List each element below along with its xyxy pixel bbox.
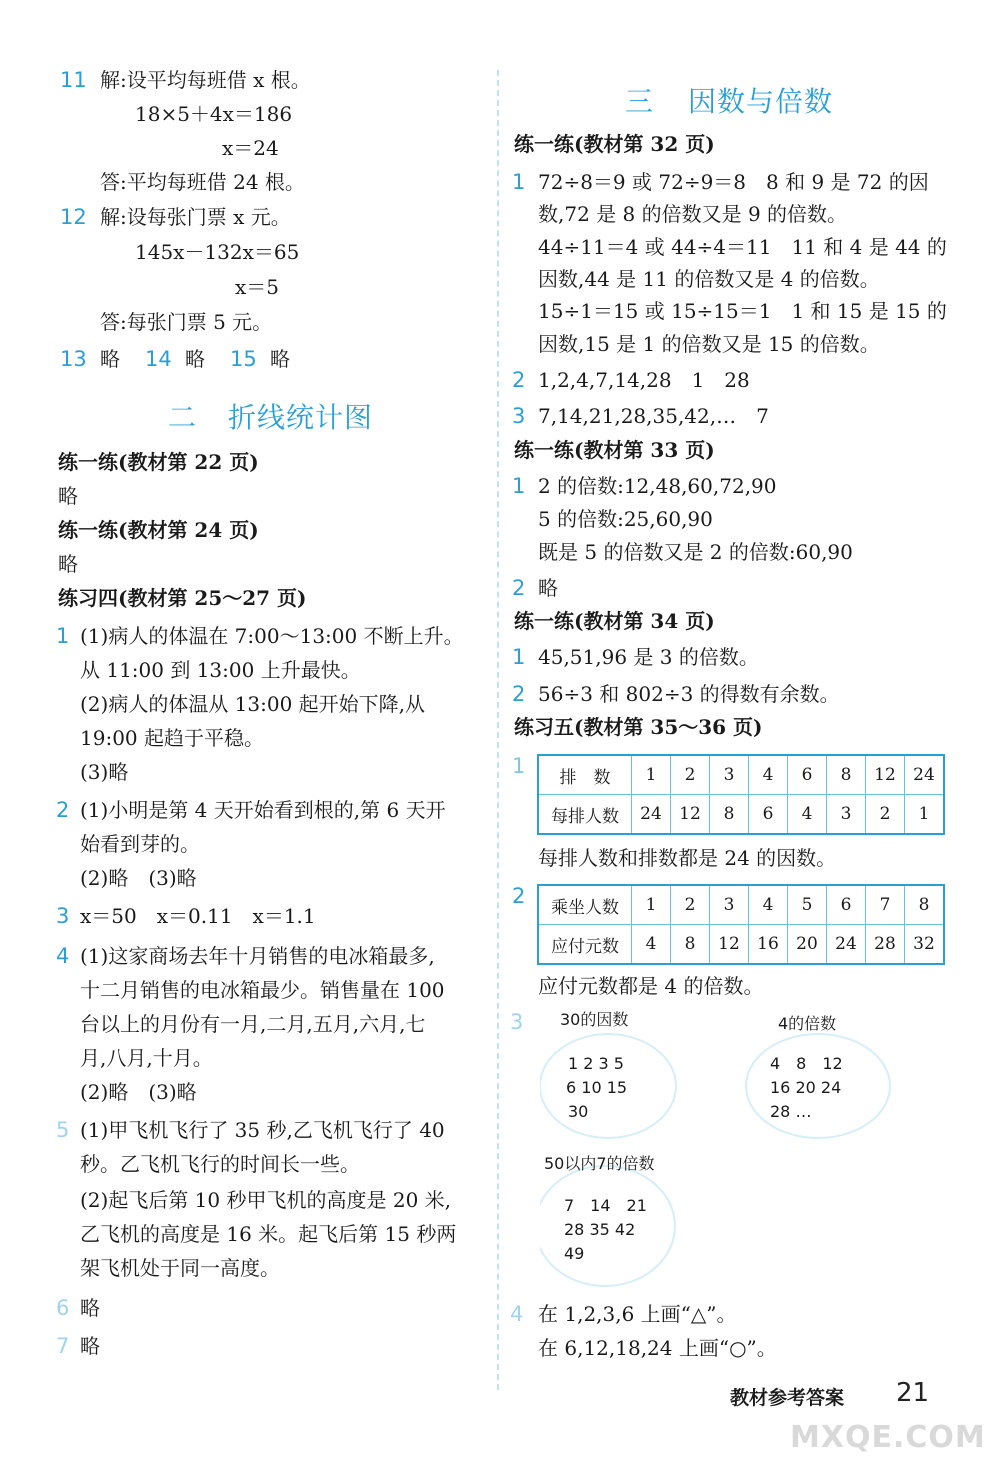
answer-line: 应付元数都是 4 的倍数。 bbox=[538, 974, 764, 998]
answer-line: 略 bbox=[538, 576, 558, 600]
answer-line: (1)甲飞机飞行了 35 秒,乙飞机飞行了 40 bbox=[80, 1118, 445, 1142]
set-members: 7 14 21 bbox=[564, 1196, 647, 1215]
question-number: 15 bbox=[230, 347, 257, 371]
answer-line: 月,八月,十月。 bbox=[80, 1046, 213, 1070]
set-title: 4的倍数 bbox=[778, 1014, 837, 1033]
answer-line: 答:每张门票 5 元。 bbox=[100, 310, 273, 334]
table-cell: 12 bbox=[671, 795, 710, 835]
question-number: 1 bbox=[512, 474, 526, 498]
table-cell: 16 bbox=[749, 925, 788, 965]
answer-line: 在 1,2,3,6 上画“△”。 bbox=[538, 1302, 737, 1326]
question-number: 3 bbox=[510, 1010, 524, 1034]
table-cell: 8 bbox=[905, 885, 945, 925]
set-members: 30 bbox=[568, 1102, 589, 1121]
question-number: 5 bbox=[56, 1118, 70, 1142]
section-heading: 练一练(教材第 24 页) bbox=[58, 518, 259, 542]
section-heading: 练习四(教材第 25～27 页) bbox=[58, 586, 307, 610]
answer-line: (2)起飞后第 10 秒甲飞机的高度是 20 米, bbox=[80, 1188, 452, 1212]
column-divider bbox=[497, 70, 499, 1390]
table-cell: 5 bbox=[788, 885, 827, 925]
table-cell: 8 bbox=[827, 755, 866, 795]
answer-line: (1)病人的体温在 7:00～13:00 不断上升。 bbox=[80, 624, 464, 648]
equation-line: 145x－132x＝65 bbox=[135, 240, 300, 264]
table-cell: 2 bbox=[671, 755, 710, 795]
answer-line: 从 11:00 到 13:00 上升最快。 bbox=[80, 658, 361, 682]
table-cell: 1 bbox=[632, 755, 671, 795]
table-row bbox=[538, 755, 944, 795]
answer-line: 台以上的月份有一月,二月,五月,六月,七 bbox=[80, 1012, 426, 1036]
section-heading: 练习五(教材第 35～36 页) bbox=[514, 715, 763, 739]
answer-line: 略 bbox=[100, 347, 120, 371]
set-members: 16 20 24 bbox=[770, 1078, 842, 1097]
equation-line: x＝24 bbox=[222, 136, 279, 160]
table-cell: 20 bbox=[788, 925, 827, 965]
page-number: 21 bbox=[896, 1378, 930, 1408]
table-header-cell: 排 数 bbox=[538, 755, 632, 795]
table-cell: 4 bbox=[632, 925, 671, 965]
answer-line: 数,72 是 8 的倍数又是 9 的倍数。 bbox=[538, 202, 848, 226]
answer-line: 因数,44 是 11 的倍数又是 4 的倍数。 bbox=[538, 267, 880, 291]
answer-line: 44÷11＝4 或 44÷4＝11 11 和 4 是 44 的 bbox=[538, 235, 947, 259]
table-cell: 2 bbox=[866, 795, 905, 835]
row-count-table bbox=[537, 754, 945, 835]
answer-line: 既是 5 的倍数又是 2 的倍数:60,90 bbox=[538, 540, 853, 564]
answer-line: 解:设每张门票 x 元。 bbox=[100, 205, 291, 229]
answer-line: 15÷1＝15 或 15÷15＝1 1 和 15 是 15 的 bbox=[538, 299, 947, 323]
set-members: 28 … bbox=[770, 1102, 812, 1121]
question-number: 11 bbox=[60, 68, 87, 92]
table-cell: 6 bbox=[749, 795, 788, 835]
answer-line: (3)略 bbox=[80, 760, 129, 784]
table-cell: 12 bbox=[710, 925, 749, 965]
question-number: 7 bbox=[56, 1334, 70, 1358]
answer-line: 略 bbox=[80, 1296, 100, 1320]
chapter-number: 三 bbox=[625, 85, 655, 118]
table-row bbox=[538, 795, 944, 835]
answer-line: 略 bbox=[270, 347, 290, 371]
question-number: 1 bbox=[512, 754, 526, 778]
question-number: 3 bbox=[512, 404, 526, 428]
answer-line: 略 bbox=[58, 484, 78, 508]
answer-line: 1,2,4,7,14,28 1 28 bbox=[538, 368, 750, 392]
table-cell: 1 bbox=[905, 795, 945, 835]
answer-line: x＝50 x＝0.11 x＝1.1 bbox=[80, 904, 316, 928]
table-cell: 4 bbox=[788, 795, 827, 835]
answer-line: 答:平均每班借 24 根。 bbox=[100, 170, 305, 194]
table-cell: 1 bbox=[632, 885, 671, 925]
set-title: 50以内7的倍数 bbox=[544, 1154, 655, 1173]
set-members: 6 10 15 bbox=[566, 1078, 628, 1097]
table-cell: 28 bbox=[866, 925, 905, 965]
table-cell: 6 bbox=[788, 755, 827, 795]
footer-label: 教材参考答案 bbox=[730, 1387, 845, 1409]
question-number: 6 bbox=[56, 1296, 70, 1320]
answer-line: 45,51,96 是 3 的倍数。 bbox=[538, 645, 759, 669]
fare-table bbox=[537, 884, 945, 965]
set-members: 4 8 12 bbox=[770, 1054, 843, 1073]
answer-line: 架飞机处于同一高度。 bbox=[80, 1256, 280, 1280]
answer-line: 2 的倍数:12,48,60,72,90 bbox=[538, 474, 777, 498]
answer-line: 因数,15 是 1 的倍数又是 15 的倍数。 bbox=[538, 332, 880, 356]
set-members: 1 2 3 5 bbox=[568, 1054, 624, 1073]
section-heading: 练一练(教材第 22 页) bbox=[58, 450, 259, 474]
question-number: 1 bbox=[512, 645, 526, 669]
table-cell: 6 bbox=[827, 885, 866, 925]
table-cell: 3 bbox=[710, 885, 749, 925]
answer-line: 略 bbox=[80, 1334, 100, 1358]
question-number: 2 bbox=[512, 576, 526, 600]
answer-line: 5 的倍数:25,60,90 bbox=[538, 507, 713, 531]
table-header-cell: 应付元数 bbox=[538, 925, 632, 965]
answer-line: 在 6,12,18,24 上画“○”。 bbox=[538, 1336, 777, 1360]
table-cell: 8 bbox=[671, 925, 710, 965]
answer-line: 乙飞机的高度是 16 米。起飞后第 15 秒两 bbox=[80, 1222, 457, 1246]
table-cell: 24 bbox=[905, 755, 945, 795]
question-number: 13 bbox=[60, 347, 87, 371]
question-number: 12 bbox=[60, 205, 87, 229]
question-number: 2 bbox=[512, 368, 526, 392]
section-heading: 练一练(教材第 32 页) bbox=[514, 132, 715, 156]
chapter-number: 二 bbox=[168, 401, 198, 434]
answer-line: (2)略 (3)略 bbox=[80, 1080, 197, 1104]
answer-line: (1)这家商场去年十月销售的电冰箱最多, bbox=[80, 944, 435, 968]
answer-line: 解:设平均每班借 x 根。 bbox=[100, 68, 311, 92]
table-cell: 24 bbox=[827, 925, 866, 965]
answer-line: 秒。乙飞机飞行的时间长一些。 bbox=[80, 1152, 360, 1176]
table-row bbox=[538, 925, 944, 965]
section-heading: 练一练(教材第 33 页) bbox=[514, 438, 715, 462]
question-number: 4 bbox=[510, 1302, 524, 1326]
table-row bbox=[538, 885, 944, 925]
answer-line: 始看到芽的。 bbox=[80, 832, 200, 856]
table-cell: 2 bbox=[671, 885, 710, 925]
answer-line: 略 bbox=[58, 552, 78, 576]
answer-line: 72÷8＝9 或 72÷9＝8 8 和 9 是 72 的因 bbox=[538, 170, 929, 194]
chapter-title: 因数与倍数 bbox=[688, 85, 834, 118]
table-cell: 8 bbox=[710, 795, 749, 835]
table-cell: 32 bbox=[905, 925, 945, 965]
answer-line: (2)略 (3)略 bbox=[80, 866, 197, 890]
table-cell: 24 bbox=[632, 795, 671, 835]
answer-line: 56÷3 和 802÷3 的得数有余数。 bbox=[538, 682, 840, 706]
table-cell: 12 bbox=[866, 755, 905, 795]
set-members: 28 35 42 bbox=[564, 1220, 636, 1239]
table-cell: 4 bbox=[749, 755, 788, 795]
set-members: 49 bbox=[564, 1244, 585, 1263]
question-number: 2 bbox=[512, 682, 526, 706]
answer-line: 略 bbox=[185, 347, 205, 371]
table-header-cell: 乘坐人数 bbox=[538, 885, 632, 925]
watermark: MXQE.COM bbox=[790, 1420, 986, 1455]
question-number: 1 bbox=[512, 170, 526, 194]
question-number: 2 bbox=[56, 798, 70, 822]
table-cell: 4 bbox=[749, 885, 788, 925]
equation-line: 18×5＋4x＝186 bbox=[135, 102, 293, 126]
answer-line: (1)小明是第 4 天开始看到根的,第 6 天开 bbox=[80, 798, 446, 822]
answer-line: 十二月销售的电冰箱最少。销售量在 100 bbox=[80, 978, 445, 1002]
answer-line: 7,14,21,28,35,42,… 7 bbox=[538, 404, 769, 428]
answer-line: 19:00 起趋于平稳。 bbox=[80, 726, 264, 750]
section-heading: 练一练(教材第 34 页) bbox=[514, 609, 715, 633]
question-number: 14 bbox=[145, 347, 172, 371]
question-number: 3 bbox=[56, 904, 70, 928]
table-cell: 7 bbox=[866, 885, 905, 925]
answer-line: (2)病人的体温从 13:00 起开始下降,从 bbox=[80, 692, 426, 716]
table-cell: 3 bbox=[827, 795, 866, 835]
equation-line: x＝5 bbox=[235, 275, 280, 299]
table-header-cell: 每排人数 bbox=[538, 795, 632, 835]
question-number: 1 bbox=[56, 624, 70, 648]
set-title: 30的因数 bbox=[560, 1010, 629, 1029]
answer-line: 每排人数和排数都是 24 的因数。 bbox=[538, 846, 837, 870]
chapter-title: 折线统计图 bbox=[228, 401, 374, 434]
question-number: 2 bbox=[512, 884, 526, 908]
question-number: 4 bbox=[56, 944, 70, 968]
table-cell: 3 bbox=[710, 755, 749, 795]
